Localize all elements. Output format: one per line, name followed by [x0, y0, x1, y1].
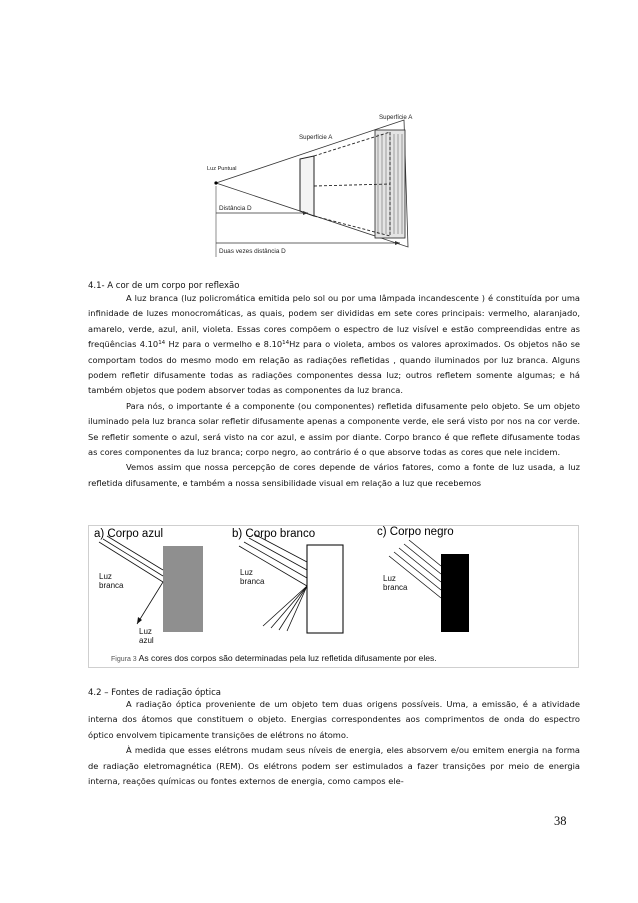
reflected-ray-a [137, 582, 163, 624]
panel-title-blue-body: a) Corpo azul [94, 528, 164, 540]
label-line: Luz [383, 574, 396, 583]
label-line: branca [240, 577, 265, 586]
section-heading-4-2: 4.2 – Fontes de radiação óptica [88, 688, 221, 698]
label-line: azul [139, 636, 154, 645]
text-span: Hz para o violeta, ambos os valores aproximados. Os objetos não se comportam todos do mesmo modo em relação as radiações refletidas , quando iluminados por luz branca. Alguns podem refletir difusamente todas as radiações componentes dessa luz; outros refletem somente algumas; e há também objetos que podem absorver todas as componentes da luz branca. [88, 339, 580, 396]
exponent: 14 [158, 340, 166, 347]
exponent: 14 [282, 340, 290, 347]
paragraph-emission: A radiação óptica proveniente de um objeto tem duas origens possíveis. Uma, a emissão, é a atividade interna dos átomos que constituem o objeto. Energias correspondentes aos comprimentos de onda do espectro óptico envolvem tipicamente transições de elétrons no átomo. [88, 699, 580, 740]
label-white-light-b [240, 568, 264, 586]
label-line: branca [99, 581, 124, 590]
label-line: Luz [240, 568, 253, 577]
blue-body [163, 546, 203, 632]
reflected-rays-b [263, 586, 307, 631]
point-source-icon [214, 181, 217, 184]
section-heading-4-1: 4.1- A cor de um corpo por reflexão [88, 281, 240, 291]
text-span: A luz branca (luz policromática emitida pelo sol ou por uma lâmpada incandescente ) é constituída por uma infinidade de luzes monocromáticas, as quais, podem ser divididas em sete cores principais: vermelho, alaranjado, amarelo, verde, azul, anil, violeta. Essas cores compõem o espectro de luz visível e estão compreendidas entre as freqüências 4.10 [88, 293, 580, 350]
body-colors-drawing [89, 526, 580, 669]
body-colors-figure [88, 525, 579, 668]
label-blue-light [139, 627, 154, 645]
paragraph-electron-transitions: À medida que esses elétrons mudam seus níveis de energia, eles absorvem e/ou emitem energia na forma de radiação eletromagnética (REM). Os elétrons podem ser estimulados a fazer transições por meio de energia interna, reações químicas ou fontes externos de energia, como campos ele- [88, 745, 580, 787]
figure-caption [111, 653, 437, 663]
paragraph-diffuse-reflection: Para nós, o importante é a componente (ou componentes) refletida difusamente pelo objeto. Se um objeto iluminado pela luz branca solar refletir difusamente apenas a componente verde, ele será visto por nos na cor verde. Se refletir somente o azul, será visto na cor azul, e assim por diante. Corpo branco é que reflete difusamente todas as cores componentes da luz branca; corpo negro, ao contrário é o que absorve todas as cores que nele incidem. [88, 400, 580, 458]
label-white-light-a [99, 572, 123, 590]
label-line: branca [383, 583, 408, 592]
paragraph-color-perception: Vemos assim que nossa percepção de cores depende de vários fatores, como a fonte de luz usada, a luz refletida difusamente, e também a nossa sensibilidade visual em relação a luz que recebemos [88, 462, 580, 488]
white-body [307, 545, 343, 633]
label-point-source: Luz Puntual [207, 166, 237, 172]
section-4-1-body [88, 291, 580, 491]
surface-a-near [300, 156, 314, 216]
label-distance-d: Distância D [219, 205, 252, 212]
label-surface-a: Superfície A [299, 134, 333, 141]
text-span: Hz para o vermelho e 8.10 [165, 339, 283, 350]
label-line: Luz [99, 572, 112, 581]
arrowhead-icon [137, 617, 142, 624]
label-white-light-c [383, 574, 407, 592]
caption-prefix: Figura 3 [111, 656, 137, 663]
section-4-2-body [88, 697, 580, 789]
inverse-square-diagram [204, 112, 422, 262]
label-double-distance: Duas vezes distância D [219, 248, 286, 255]
paragraph-white-light [88, 291, 580, 399]
panel-title-white-body: b) Corpo branco [232, 528, 316, 540]
caption-text: As cores dos corpos são determinadas pela luz refletida difusamente por eles. [138, 653, 437, 663]
label-surface-4a: Superfície A [379, 114, 413, 121]
panel-title-black-body: c) Corpo negro [377, 526, 454, 538]
page-number: 38 [554, 814, 567, 828]
label-line: Luz [139, 627, 152, 636]
black-body [441, 554, 469, 632]
